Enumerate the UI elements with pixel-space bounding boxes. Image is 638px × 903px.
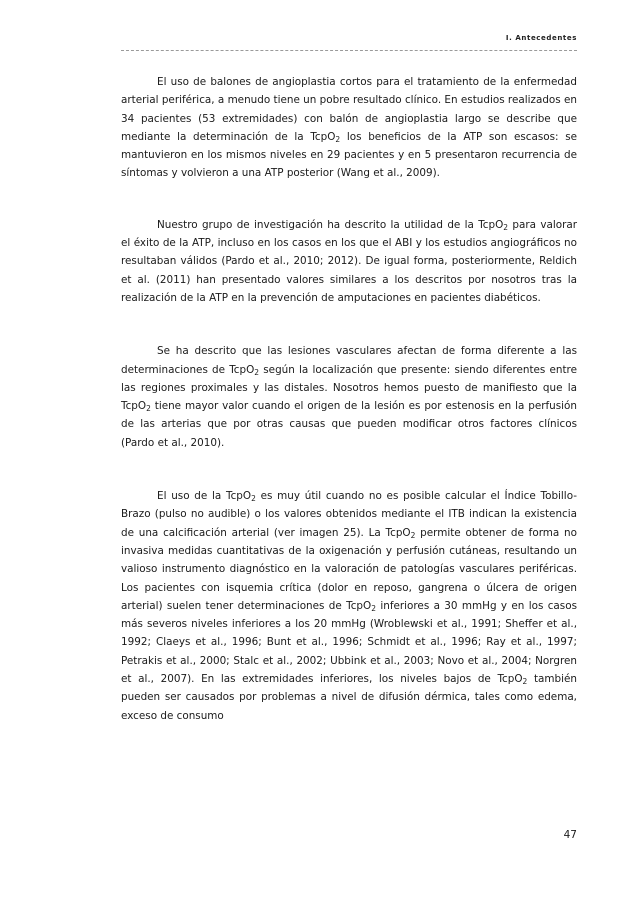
paragraph-text: también pueden ser causados por problemas a nivel de difusión dérmica, tales como edema, exceso de consumo: [121, 673, 577, 722]
subscript: 2: [254, 367, 260, 377]
subscript: 2: [251, 494, 256, 504]
paragraph-text: para valorar el éxito de la ATP, incluso en los casos en los que el ABI y los estudios angiográficos no resultaban válidos (Pardo et al., 2010; 2012). De igual forma, posteriormente, Reldich et al. (2011) han presentado valores similares a los descritos por nosotros tras la realización de la ATP en la prevención de amputaciones en pacientes diabéticos.: [121, 218, 577, 304]
page-number: 47: [563, 829, 577, 841]
paragraph-text: es muy útil cuando no es posible calcular el Índice Tobillo-Brazo (pulso no audible) o los valores obtenidos mediante el ITB indican la existencia de una calcificación arterial (ver imagen 25). La TcpO: [121, 490, 577, 539]
paragraph-text: tiene mayor valor cuando el origen de la lesión es por estenosis en la perfusión de las arterias que por otras causas que pueden modificar otros factores clínicos (Pardo et al., 2010).: [121, 400, 577, 449]
paragraph-text: los beneficios de la ATP son escasos: se mantuvieron en los mismos niveles en 29 pacientes y en 5 presentaron recurrencia de síntomas y volvieron a una ATP posterior (Wang et al., 2009).: [121, 130, 578, 180]
subscript: 2: [503, 222, 509, 232]
paragraph-4: [121, 487, 577, 725]
subscript: 2: [522, 677, 528, 687]
running-header: I. Antecedentes: [505, 34, 577, 42]
subscript: 2: [371, 603, 376, 613]
subscript: 2: [335, 134, 341, 144]
page-body: [121, 73, 577, 725]
paragraph-text: inferiores a 30 mmHg y en los casos más severos niveles inferiores a los 20 mmHg (Wroblewski et al., 1991; Sheffer et al., 1992; Claeys et al., 1996; Bunt et al., 1996; Schmidt et al., 1996; Ray et al., 1997; Petrakis et al., 2000; Stalc et al., 2002; Ubbink et al., 2003; Novo et al., 2004; Norgren et al., 2007). En las extremidades inferiores, los niveles bajos de TcpO: [121, 599, 577, 686]
paragraph-text: según la localización que presente: siendo diferentes entre las regiones proximales y las distales. Nosotros hemos puesto de manifiesto que la TcpO: [121, 363, 577, 413]
paragraph-3: [121, 342, 577, 452]
paragraph-1: [121, 73, 577, 183]
paragraph-text: Nuestro grupo de investigación ha descrito la utilidad de la TcpO: [157, 218, 504, 231]
paragraph-text: Se ha descrito que las lesiones vasculares afectan de forma diferente a las determinaciones de TcpO: [121, 345, 577, 376]
header-divider: [121, 50, 577, 51]
subscript: 2: [410, 530, 416, 540]
paragraph-2: [121, 216, 577, 307]
paragraph-text: El uso de la TcpO: [157, 490, 252, 503]
paragraph-text: permite obtener de forma no invasiva medidas cuantitativas de la oxigenación y perfusión cutáneas, resultando un valioso instrumento diagnóstico en la valoración de patologías vasculares periféricas. Los pacientes con isquemia crítica (dolor en reposo, gangrena o úlcera de origen arterial) suelen tener determinaciones de TcpO: [121, 526, 577, 612]
subscript: 2: [146, 404, 151, 414]
paragraph-text: El uso de balones de angioplastia cortos para el tratamiento de la enfermedad arterial periférica, a menudo tiene un pobre resultado clínico. En estudios realizados en 34 pacientes (53 extremidades) con balón de angioplastia largo se describe que mediante la determinación de la TcpO: [121, 76, 577, 143]
